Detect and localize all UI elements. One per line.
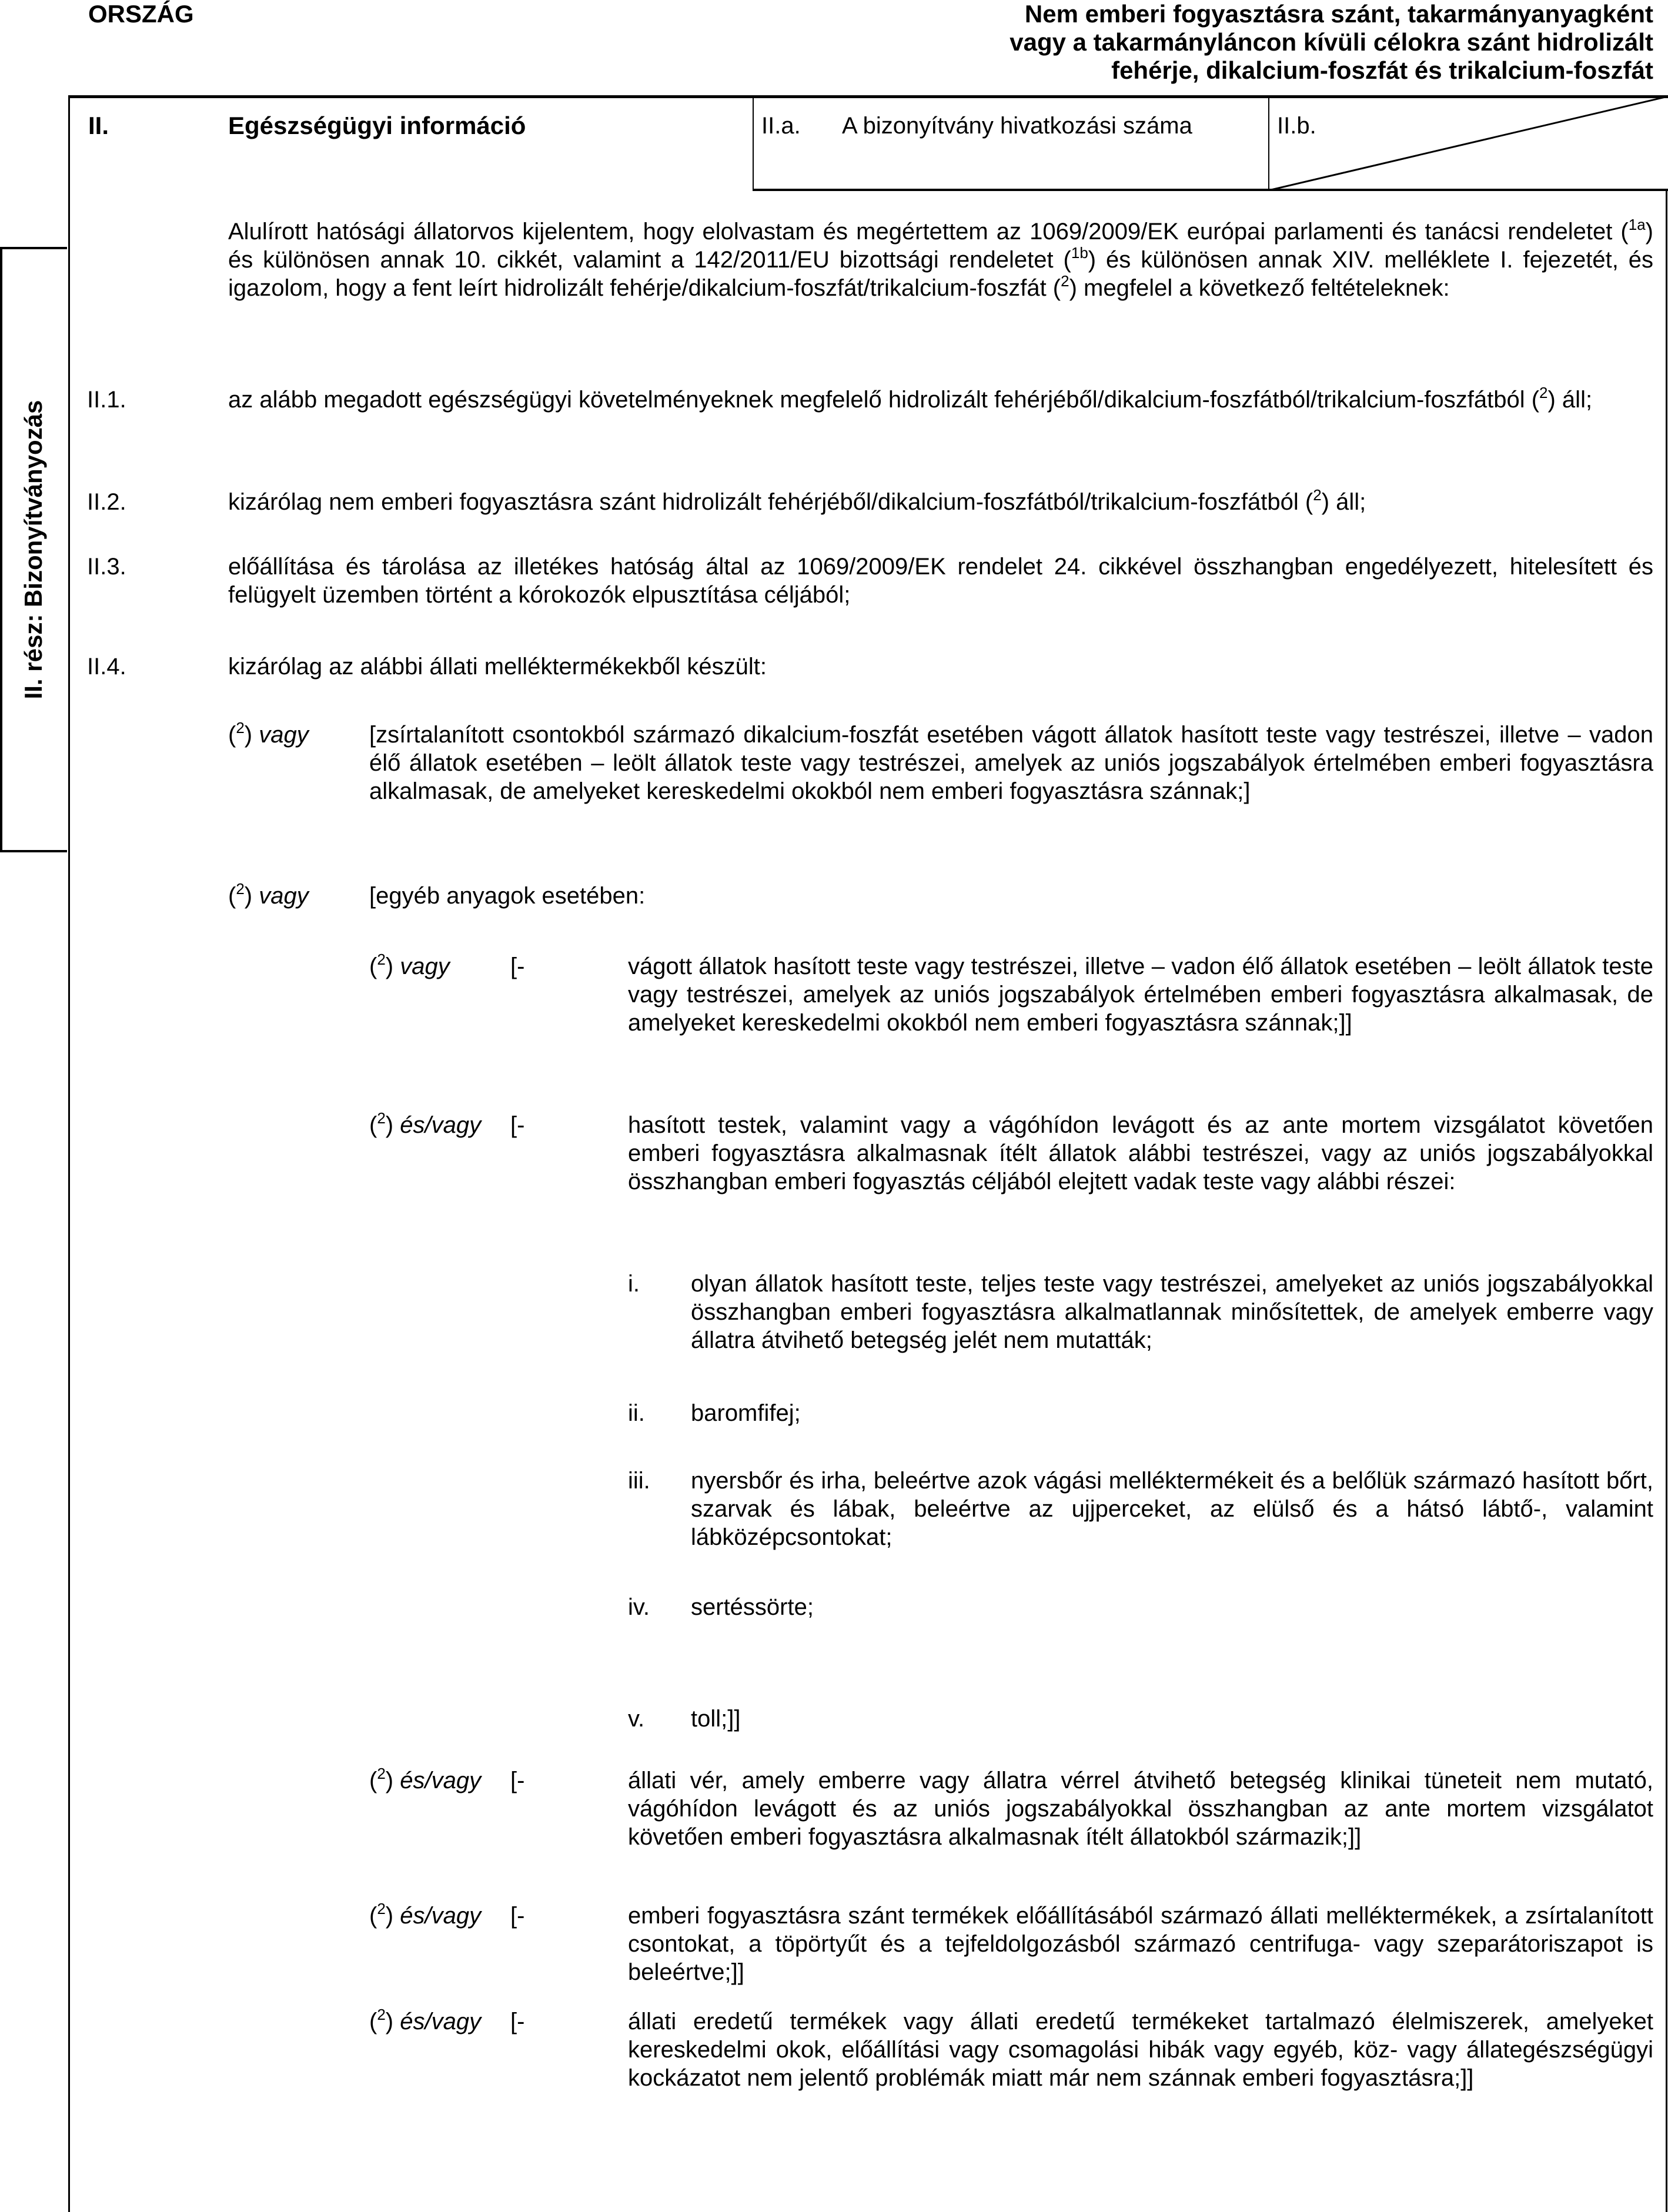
clause-text — [228, 488, 1653, 516]
sub-item-number: ii. — [628, 1400, 645, 1426]
option-text: [zsírtalanított csontokból származó dikalcium-foszfát esetében vágott állatok hasított teste vagy testrészei, illetve – vadon élő állatok esetében – leölt állatok teste vagy testrészei, amelyek az uniós jogszabályok értelmében emberi fogyasztásra alkalmasak, de amelyeket kereskedelmi okokból nem emberi fogyasztásra szánnak;] — [369, 722, 1653, 804]
option-text: hasított testek, valamint vagy a vágóhídon levágott és az ante mortem vizsgálatot követően emberi fogyasztásra alkalmasnak ítélt állatok alábbi testrészei, vagy az uniós jogszabályokkal összhangban emberi fogyasztás céljából elejtett vadak teste vagy alábbi részei: — [628, 1112, 1653, 1194]
document-title-line: Nem emberi fogyasztásra szánt, takarmányanyagként — [1024, 0, 1653, 28]
clause-text-part: ) áll; — [1321, 489, 1366, 515]
clause-number: II.4. — [87, 654, 126, 680]
intro-paragraph — [228, 217, 1653, 302]
footnote-ref: 2 — [236, 879, 245, 898]
footnote-ref: 1a — [1628, 215, 1646, 233]
iib-label: II.b. — [1277, 113, 1316, 139]
clause-text-part: kizárólag az alábbi állati melléktermékekből készült: — [228, 654, 767, 680]
table-left-border — [68, 95, 70, 2212]
intro-text: ) és különösen annak 10. cikkét, valamint a 142/2011/EU bizottsági rendeletet ( — [228, 219, 1653, 273]
document-title — [830, 0, 1653, 85]
sub-item-text: baromfifej; — [691, 1400, 801, 1426]
option-tag: ($^2$) és/vagy — [369, 1109, 482, 1138]
sub-item-number: v. — [628, 1706, 645, 1732]
footnote-ref: 2 — [236, 718, 245, 737]
sub-item-text: olyan állatok hasított teste, teljes teste vagy testrészei, amelyeket az uniós jogszabályokkal összhangban emberi fogyasztásra alkalmatlannak minősítettek, de amelyek emberre vagy állatra átvihető betegség jelét nem mutatták; — [691, 1271, 1653, 1353]
intro-text: ) és különösen annak XIV. melléklete I. fejezetét, és igazolom, hogy a fent leírt hidrolizált fehérje/dikalcium-foszfát/trikalcium-foszfát ( — [228, 247, 1653, 301]
intro-text: ) megfelel a következő feltételeknek: — [1069, 275, 1450, 301]
section-number: II. — [88, 112, 109, 139]
option-tag: ($^2$) vagy — [228, 718, 309, 748]
option-tag: ($^2$) és/vagy — [369, 1899, 482, 1929]
clause-text-part: kizárólag nem emberi fogyasztásra szánt hidrolizált fehérjéből/dikalcium-foszfátból/trikalcium-foszfátból ( — [228, 489, 1313, 515]
option-tag: ($^2$) és/vagy — [369, 2005, 482, 2034]
ref-number-label: II.a. — [761, 113, 801, 139]
option-text: állati eredetű termékek vagy állati eredetű termékeket tartalmazó élelmiszerek, amelyeket kereskedelmi okok, előállítási vagy csomagolási hibák vagy egyéb, köz- vagy állategészségügyi kockázatot nem jelentő problémák miatt már nem szánnak emberi fogyasztásra;]] — [628, 2009, 1653, 2091]
option-conjunction: és/vagy — [400, 1768, 482, 1793]
clause-text-part: előállítása és tárolása az illetékes hatóság által az 1069/2009/EK rendelet 24. cikkével összhangban engedélyezett, hitelesített és felügyelt üzemben történt a kórokozók elpusztítása céljából; — [228, 554, 1653, 608]
footnote-ref: 2 — [377, 950, 386, 968]
option-tag: ($^2$) és/vagy — [369, 1764, 482, 1793]
option-bracket: [- — [510, 2009, 525, 2034]
country-label: ORSZÁG — [88, 0, 194, 28]
option-conjunction: és/vagy — [400, 1903, 482, 1929]
clause-number: II.2. — [87, 489, 126, 515]
footnote-ref: 2 — [377, 1109, 386, 1127]
option-text: állati vér, amely emberre vagy állatra vérrel átvihető betegség klinikai tüneteit nem mutató, vágóhídon levágott és az uniós jogszabályokkal összhangban az ante mortem vizsgálatot követően emberi fogyasztásra alkalmasnak ítélt állatokból származik;]] — [628, 1768, 1653, 1850]
footnote-ref: 1b — [1071, 243, 1088, 262]
option-bracket: [- — [510, 1903, 525, 1929]
option-text: vágott állatok hasított teste vagy testrészei, illetve – vadon élő állatok esetében – leölt állatok teste vagy testrészei, amelyek az uniós jogszabályok értelmében emberi fogyasztásra alkalmasak, de amelyeket kereskedelmi okokból nem emberi fogyasztásra szánnak;]] — [628, 953, 1653, 1036]
footnote-ref: 2 — [1061, 272, 1069, 290]
intro-text: Alulírott hatósági állatorvos kijelentem, hogy elolvastam és megértettem az 1069/2009/EK európai parlamenti és tanácsi rendeletet ( — [228, 219, 1629, 245]
footnote-ref: 2 — [1539, 383, 1548, 401]
option-text: [egyéb anyagok esetében: — [369, 883, 646, 909]
clause-text — [228, 553, 1653, 609]
option-tag: ($^2$) vagy — [369, 950, 450, 979]
iib-diagonal-strike — [1268, 96, 1668, 190]
sub-item-text: sertéssörte; — [691, 1594, 814, 1620]
option-conjunction: és/vagy — [400, 2009, 482, 2034]
footnote-ref: 2 — [377, 1764, 386, 1782]
sub-item-text: toll;]] — [691, 1706, 741, 1732]
iia-cell-left-border — [753, 95, 754, 190]
document-title-line: vagy a takarmányláncon kívüli célokra szánt hidrolizált — [1010, 28, 1653, 56]
sub-item-number: iv. — [628, 1594, 650, 1620]
option-conjunction: vagy — [259, 722, 309, 748]
ref-label: A bizonyítvány hivatkozási száma — [842, 113, 1192, 139]
clause-text-part: az alább megadott egészségügyi követelményeknek megfelelő hidrolizált fehérjéből/dikalcium-foszfátból/trikalcium-foszfátból ( — [228, 387, 1540, 413]
footnote-ref: 2 — [377, 2005, 386, 2023]
option-tag: ($^2$) vagy — [228, 879, 309, 909]
page-right-border — [1666, 189, 1667, 2212]
option-bracket: [- — [510, 953, 525, 979]
section-title: Egészségügyi információ — [228, 112, 526, 139]
option-conjunction: vagy — [259, 883, 309, 909]
sub-item-number: iii. — [628, 1468, 650, 1494]
clause-text — [228, 652, 1653, 681]
clause-number: II.3. — [87, 554, 126, 580]
clause-text — [228, 383, 1653, 414]
option-conjunction: és/vagy — [400, 1112, 482, 1138]
clause-text-part: ) áll; — [1547, 387, 1593, 413]
option-conjunction: vagy — [400, 953, 450, 979]
option-bracket: [- — [510, 1768, 525, 1793]
footnote-ref: 2 — [377, 1899, 386, 1917]
option-text: emberi fogyasztásra szánt termékek előállításából származó állati melléktermékek, a zsírtalanított csontokat, a töpörtyűt és a tejfeldolgozásból származó centrifuga- vagy szeparátoriszapot is beleértve;]] — [628, 1903, 1653, 1985]
sub-item-number: i. — [628, 1271, 640, 1297]
sidebar-label: II. rész: Bizonyítványozás — [19, 400, 47, 700]
clause-number: II.1. — [87, 387, 126, 413]
option-bracket: [- — [510, 1112, 525, 1138]
document-title-line: fehérje, dikalcium-foszfát és trikalcium-foszfát — [1111, 56, 1653, 84]
footnote-ref: 2 — [1313, 486, 1322, 504]
sub-item-text: nyersbőr és irha, beleértve azok vágási melléktermékeit és a belőlük származó hasított bőrt, szarvak és lábak, beleértve az ujjperceket, az elülső és a hátsó lábtő-, valamint lábközépcsontokat; — [691, 1468, 1653, 1550]
